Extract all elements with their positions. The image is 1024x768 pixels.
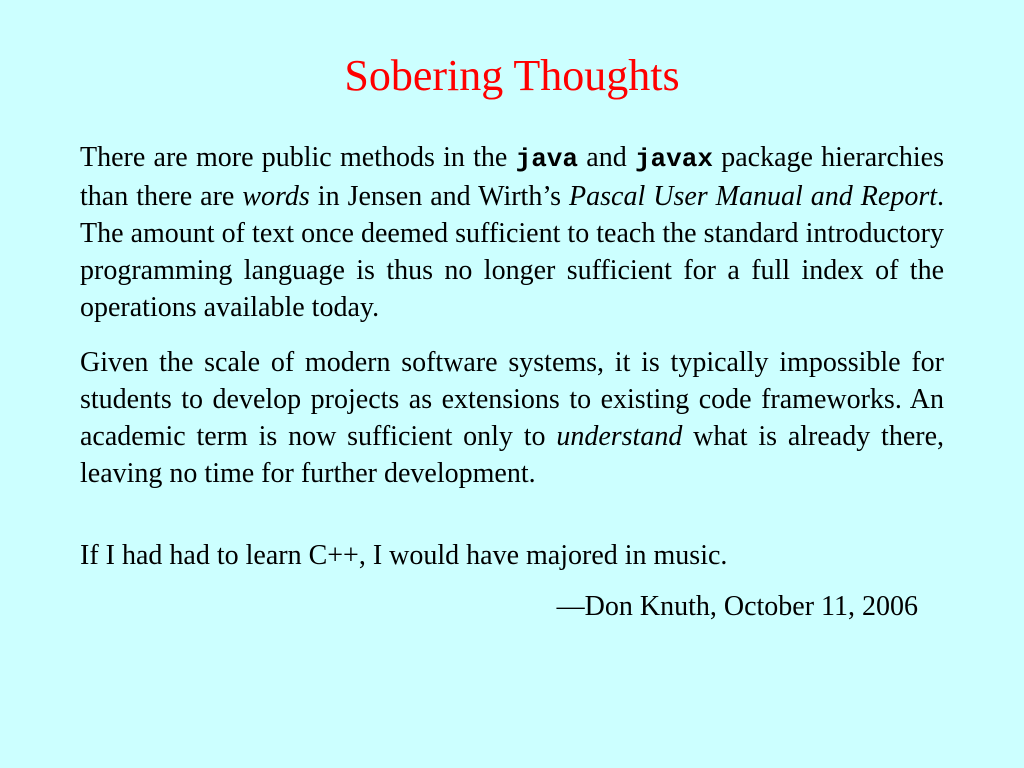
- code-javax: javax: [634, 144, 713, 174]
- paragraph1-text-4: in Jensen and Wirth’s: [309, 181, 570, 212]
- emphasis-understand: understand: [556, 421, 683, 452]
- paragraph-software-scale: [80, 344, 944, 492]
- paragraph1-text-1: There are more public methods in the: [80, 142, 516, 173]
- knuth-quote: If I had had to learn C++, I would have majored in music.: [80, 540, 728, 571]
- slide-body: [80, 139, 944, 625]
- slide-title: Sobering Thoughts: [344, 51, 680, 100]
- paragraph1-text-2: and: [578, 142, 635, 173]
- emphasis-words: words: [242, 181, 310, 212]
- paragraph-java-methods: [80, 139, 944, 326]
- quote-attribution: —Don Knuth, October 11, 2006: [556, 591, 918, 622]
- code-java: java: [515, 144, 579, 174]
- paragraph1-text-5: . The amount of text once deemed sufficient to teach the standard introductory programming language is thus no longer sufficient for a full index of the operations available today.: [80, 181, 944, 323]
- paragraph1-text-3: package hierarchies than there are: [80, 142, 944, 212]
- emphasis-book-title: Pascal User Manual and Report: [569, 181, 937, 212]
- paragraph2-text-2: what is already there, leaving no time for further development.: [80, 421, 944, 489]
- paragraph2-text-1: Given the scale of modern software systems, it is typically impossible for students to develop projects as extensions to existing code frameworks. An academic term is now sufficient only to: [80, 347, 944, 452]
